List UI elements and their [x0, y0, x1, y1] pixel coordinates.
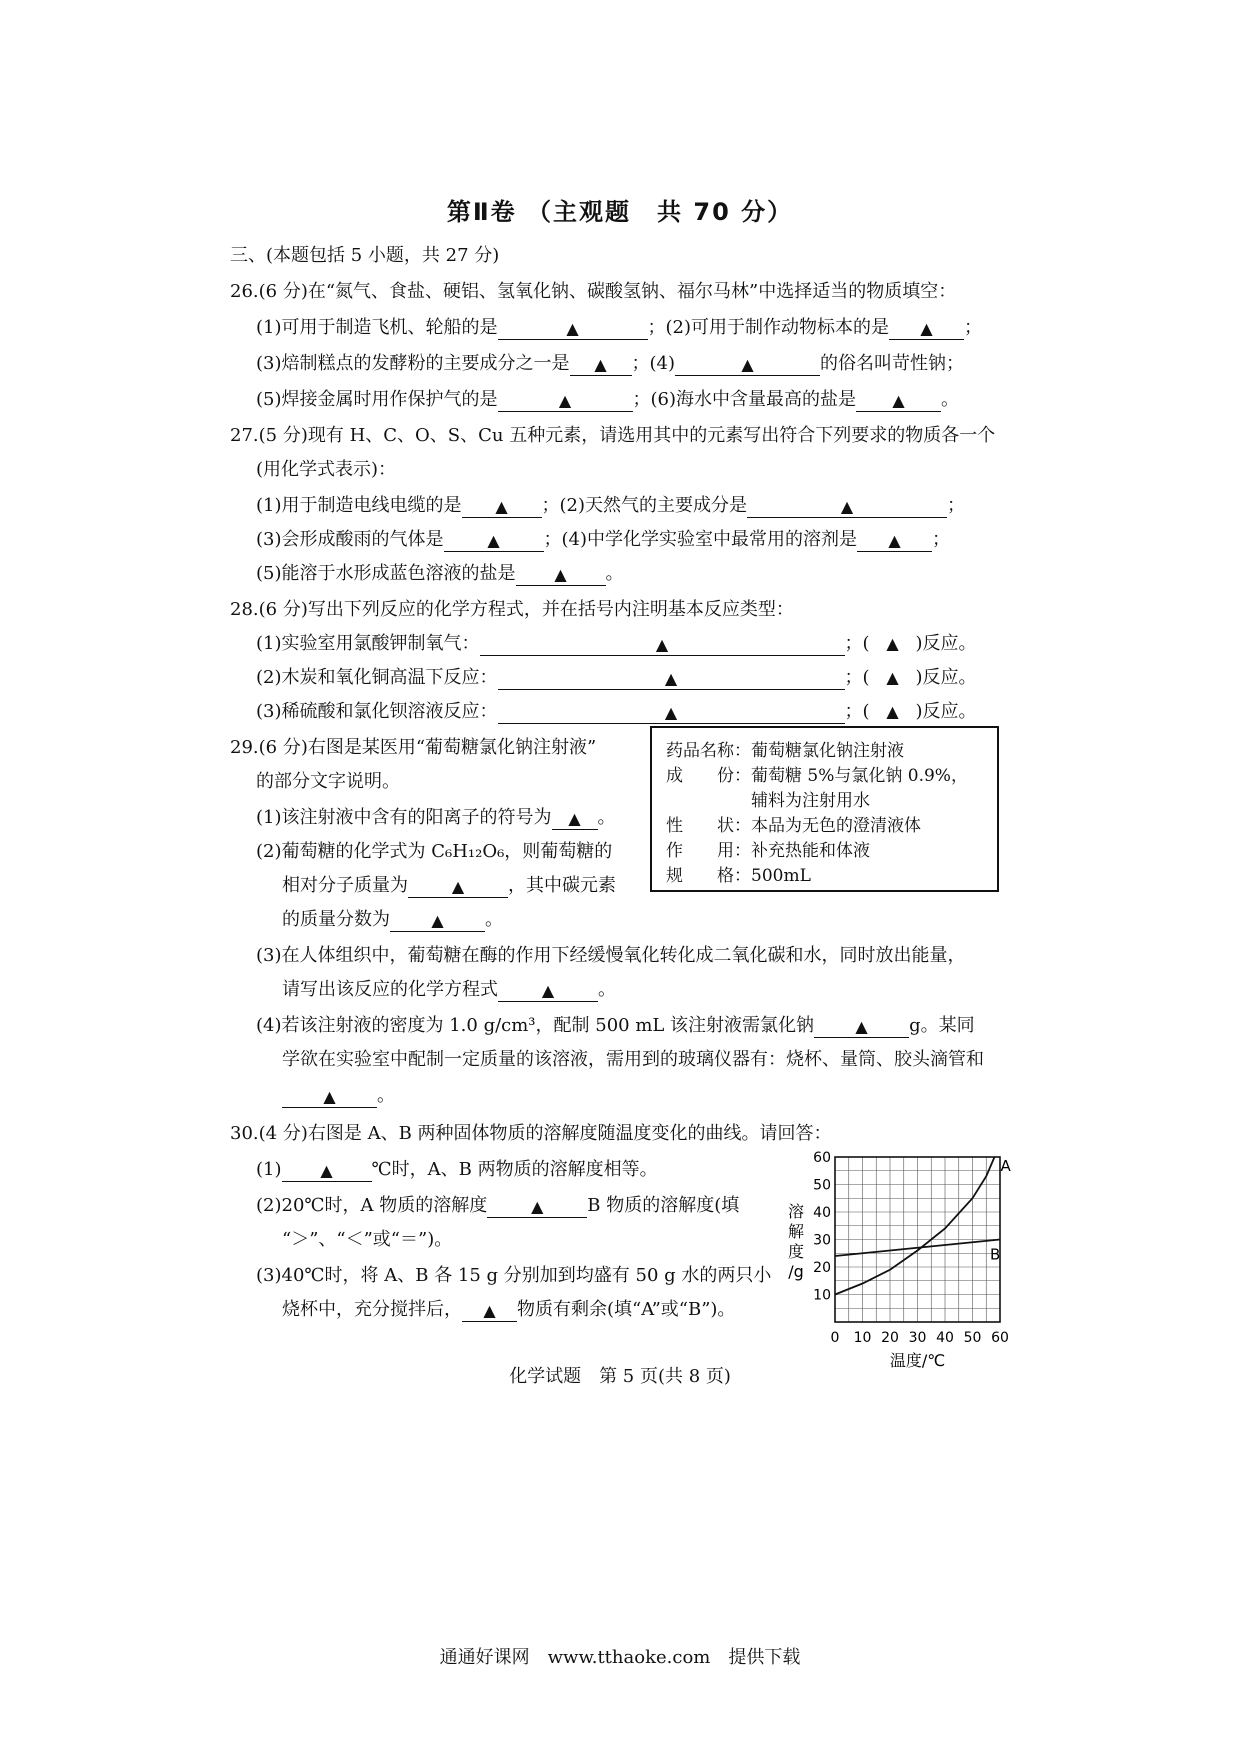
q29-part-3a: (3)在人体组织中，葡萄糖在酶的作用下经缓慢氧化转化成二氧化碳和水，同时放出能量， — [256, 945, 966, 966]
y-tick-label: 40 — [813, 1205, 831, 1221]
q30-part-2a: (2)20℃时，A 物质的溶解度 ▲ B 物质的溶解度(填 — [256, 1195, 740, 1216]
x-tick-label: 10 — [853, 1330, 872, 1346]
q26-line-3: (5)焊接金属时用作保护气的是 ▲ ；(6)海水中含量最高的盐是 ▲ 。 — [256, 389, 959, 410]
q27-line-3: (5)能溶于水形成蓝色溶液的盐是 ▲ 。 — [256, 563, 624, 584]
answer-blank[interactable]: ▲ — [487, 1195, 587, 1218]
label-function-row: 作 用：补充热能和体液 — [666, 841, 870, 861]
x-tick-label: 40 — [936, 1330, 954, 1346]
q29-part-2c: 的质量分数为 ▲ 。 — [282, 909, 503, 930]
q29-stem: 29.(6 分)右图是某医用“葡萄糖氯化钠注射液” — [230, 737, 597, 758]
answer-blank[interactable]: ▲ — [747, 495, 947, 518]
x-tick-label: 0 — [830, 1330, 840, 1346]
reaction-type-blank[interactable]: ▲ — [886, 634, 899, 653]
q28-stem: 28.(6 分)写出下列反应的化学方程式，并在括号内注明基本反应类型： — [230, 599, 794, 620]
q28-line-3: (3)稀硫酸和氯化钡溶液反应： ▲ ；( ▲ )反应。 — [256, 701, 977, 722]
q28-line-2: (2)木炭和氧化铜高温下反应： ▲ ；( ▲ )反应。 — [256, 667, 977, 688]
page-footer: 化学试题 第 5 页(共 8 页) — [509, 1366, 731, 1387]
equation-blank[interactable]: ▲ — [498, 667, 845, 690]
answer-blank[interactable]: ▲ — [570, 353, 632, 376]
x-axis-label: 温度/℃ — [889, 1351, 946, 1370]
answer-blank[interactable]: ▲ — [516, 563, 606, 586]
answer-blank[interactable]: ▲ — [462, 495, 542, 518]
q27-stem: 27.(5 分)现有 H、C、O、S、Cu 五种元素，请选用其中的元素写出符合下列要求的物质各一个 — [230, 425, 996, 446]
label-excipient-row: 辅料为注射用水 — [666, 791, 870, 811]
answer-blank[interactable]: ▲ — [390, 909, 485, 932]
label-name-row: 药品名称：葡萄糖氯化钠注射液 — [666, 741, 904, 761]
q30-part-3b: 烧杯中，充分搅拌后， ▲ 物质有剩余(填“A”或“B”)。 — [282, 1299, 736, 1320]
y-tick-label: 20 — [813, 1260, 831, 1276]
y-tick-label: 60 — [813, 1150, 831, 1166]
q29-part-4a: (4)若该注射液的密度为 1.0 g/cm³，配制 500 mL 该注射液需氯化钠 ▲ g。某同 — [256, 1015, 975, 1036]
q26-line-1: (1)可用于制造飞机、轮船的是 ▲ ；(2)可用于制作动物标本的是 ▲ ； — [256, 317, 982, 338]
x-tick-label: 20 — [881, 1330, 899, 1346]
answer-blank[interactable]: ▲ — [856, 389, 941, 412]
answer-blank[interactable]: ▲ — [857, 529, 932, 552]
drug-label-box — [650, 726, 999, 892]
q26-stem: 26.(6 分)在“氮气、食盐、硬铝、氢氧化钠、碳酸氢钠、福尔马林”中选择适当的物质填空： — [230, 281, 957, 302]
reaction-type-blank[interactable]: ▲ — [886, 668, 899, 687]
label-ingredient-row: 成 份：葡萄糖 5%与氯化钠 0.9%， — [666, 766, 968, 786]
q27-line-1: (1)用于制造电线电缆的是 ▲ ；(2)天然气的主要成分是 ▲ ； — [256, 495, 965, 516]
answer-blank[interactable]: ▲ — [282, 1085, 377, 1108]
q29-stem-2: 的部分文字说明。 — [256, 771, 400, 792]
q30-part-2b: “＞”、“＜”或“＝”)。 — [282, 1229, 453, 1250]
reaction-type-blank[interactable]: ▲ — [886, 702, 899, 721]
answer-blank[interactable]: ▲ — [552, 807, 598, 830]
equation-blank[interactable]: ▲ — [480, 633, 845, 656]
q30-part-1: (1) ▲ ℃时，A、B 两物质的溶解度相等。 — [256, 1159, 658, 1180]
answer-blank[interactable]: ▲ — [889, 317, 964, 340]
section-heading: 三、(本题包括 5 小题，共 27 分) — [230, 245, 500, 266]
q30-stem: 30.(4 分)右图是 A、B 两种固体物质的溶解度随温度变化的曲线。请回答： — [230, 1123, 832, 1144]
answer-blank[interactable]: ▲ — [498, 389, 633, 412]
q26-line-2: (3)焙制糕点的发酵粉的主要成分之一是 ▲ ；(4) ▲ 的俗名叫苛性钠； — [256, 353, 964, 374]
series-A-label: A — [1000, 1157, 1011, 1175]
y-tick-label: 10 — [813, 1287, 831, 1304]
q29-part-3b: 请写出该反应的化学方程式 ▲ 。 — [282, 979, 616, 1000]
y-tick-label: 30 — [813, 1232, 831, 1249]
q29-part-4c: ▲ 。 — [282, 1084, 395, 1108]
q27-line-2: (3)会形成酸雨的气体是 ▲ ；(4)中学化学实验室中最常用的溶剂是 ▲ ； — [256, 529, 950, 550]
answer-blank[interactable]: ▲ — [408, 875, 508, 898]
label-appearance-row: 性 状：本品为无色的澄清液体 — [666, 816, 921, 836]
label-spec-row: 规 格：500mL — [666, 866, 811, 886]
y-axis-label: 溶解度/g — [787, 1202, 805, 1281]
q27-stem-2: (用化学式表示)： — [256, 459, 397, 480]
q29-part-4b: 学欲在实验室中配制一定质量的该溶液，需用到的玻璃仪器有：烧杯、量筒、胶头滴管和 — [282, 1049, 984, 1070]
answer-blank[interactable]: ▲ — [675, 353, 820, 376]
q29-part-2a: (2)葡萄糖的化学式为 C₆H₁₂O₆，则葡萄糖的 — [256, 841, 613, 862]
answer-blank[interactable]: ▲ — [462, 1299, 517, 1322]
q29-part-1: (1)该注射液中含有的阳离子的符号为 ▲ 。 — [256, 807, 616, 828]
x-tick-label: 60 — [991, 1330, 1009, 1346]
answer-blank[interactable]: ▲ — [282, 1159, 372, 1182]
solubility-chart — [780, 1145, 1020, 1375]
answer-blank[interactable]: ▲ — [444, 529, 544, 552]
series-B-label: B — [990, 1245, 1001, 1264]
q29-part-2b: 相对分子质量为 ▲ ，其中碳元素 — [282, 875, 616, 896]
q30-part-3a: (3)40℃时，将 A、B 各 15 g 分别加到均盛有 50 g 水的两只小 — [256, 1265, 772, 1286]
y-tick-label: 50 — [813, 1177, 831, 1194]
download-credit: 通通好课网 www.tthaoke.com 提供下载 — [439, 1647, 801, 1668]
q28-line-1: (1)实验室用氯酸钾制氧气： ▲ ；( ▲ )反应。 — [256, 633, 977, 654]
x-tick-label: 50 — [963, 1330, 982, 1346]
answer-blank[interactable]: ▲ — [814, 1015, 909, 1038]
answer-blank[interactable]: ▲ — [498, 317, 648, 340]
page-title: 第Ⅱ卷 （主观题 共 70 分） — [446, 198, 794, 226]
equation-blank[interactable]: ▲ — [498, 701, 845, 724]
x-tick-label: 30 — [908, 1330, 927, 1346]
answer-blank[interactable]: ▲ — [498, 979, 598, 1002]
